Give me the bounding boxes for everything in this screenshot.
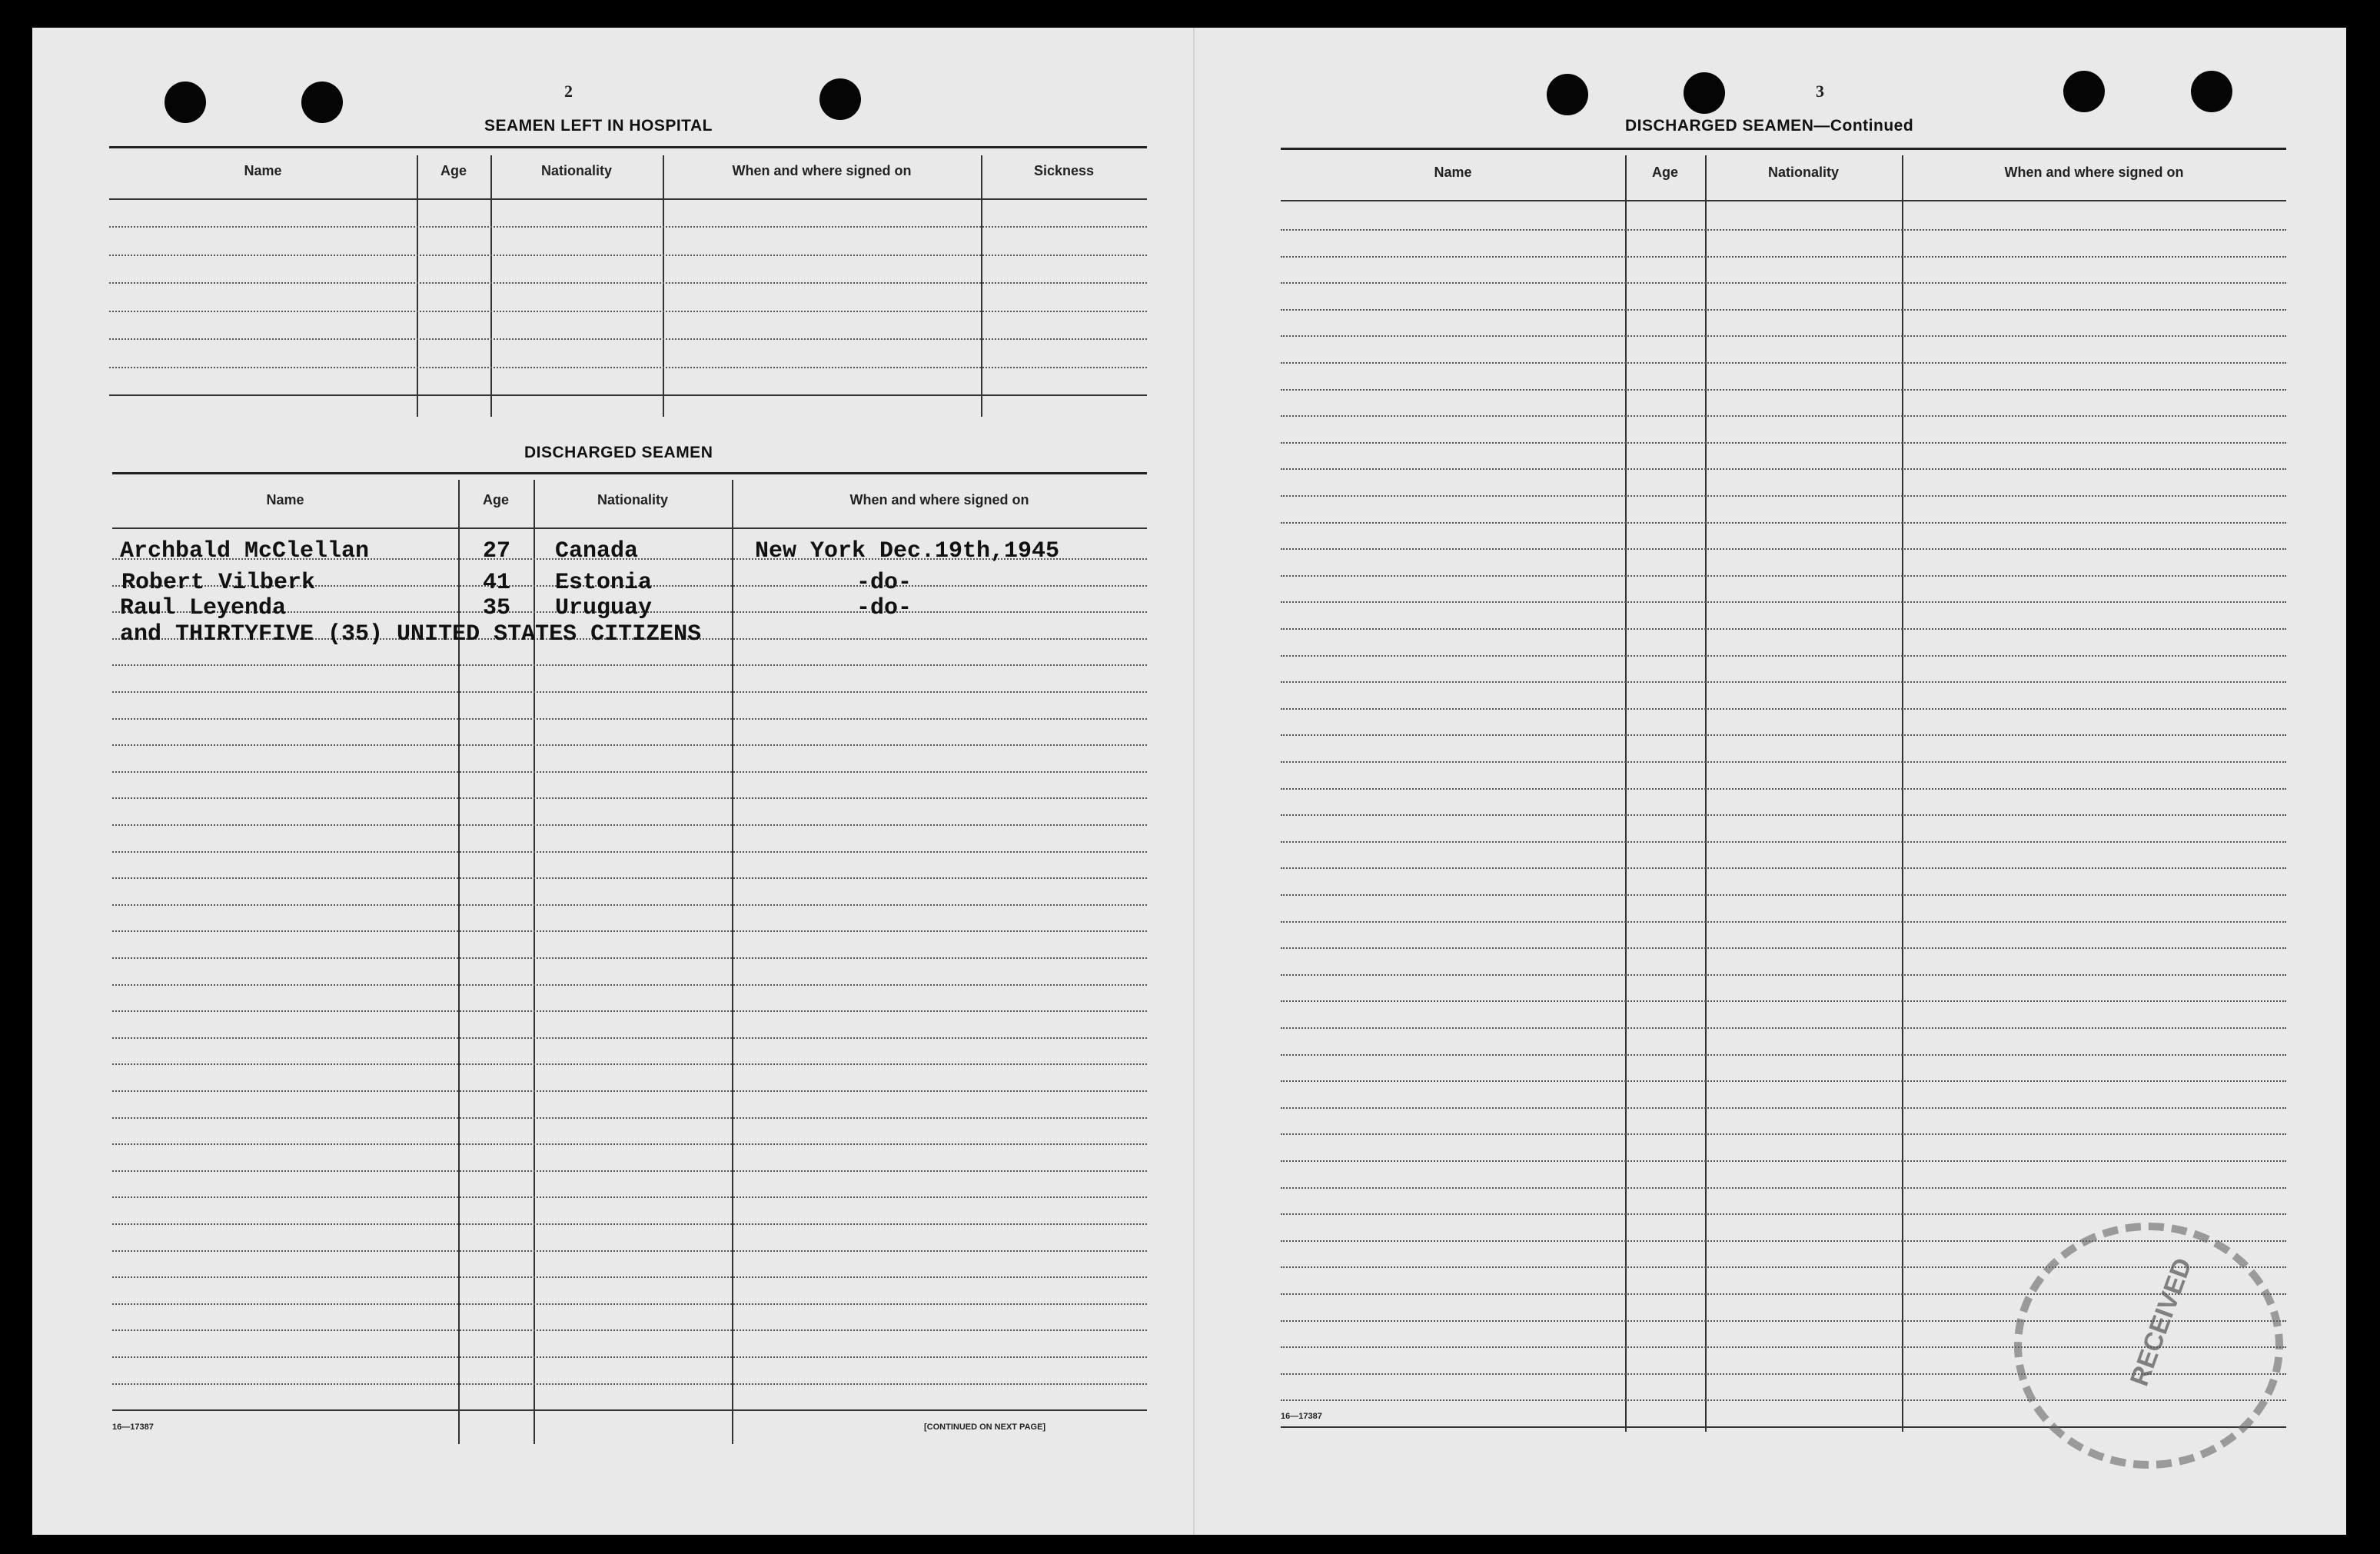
ruled-line [109,367,1147,368]
col-header-signed-on: When and where signed on [732,163,912,178]
seaman-age: 27 [483,538,511,564]
ruled-line [1281,761,2286,763]
col-header-name: Name [266,492,304,507]
ruled-line [112,957,1147,959]
ruled-line [1281,495,2286,497]
punch-hole [819,78,861,120]
column-divider [732,480,733,1444]
seaman-signed-on: -do- [856,595,912,621]
ruled-line [112,877,1147,879]
ruled-line [1281,628,2286,630]
punch-hole [1684,72,1725,114]
ruled-line [112,1223,1147,1225]
ruled-line [1281,442,2286,444]
col-header-age: Age [1651,165,1678,180]
discharged-continued-title [1625,117,1913,135]
column-divider [490,155,492,417]
ruled-line [112,824,1147,826]
col-header-age: Age [482,492,509,507]
ruled-line [1281,1213,2286,1215]
column-divider [417,155,418,417]
col-header-name: Name [244,163,282,178]
ruled-line [112,771,1147,773]
table-rule [112,472,1147,474]
ruled-line [112,930,1147,932]
ruled-line [112,1383,1147,1385]
seaman-age: 41 [483,570,511,596]
col-header-age: Age [440,163,467,178]
seaman-name: Robert Vilberk [121,570,316,596]
ruled-line [1281,362,2286,364]
citizens-note: and THIRTYFIVE (35) UNITED STATES CITIZENS [120,621,702,647]
col-header-nationality: Nationality [1767,165,1839,180]
ruled-line [1281,1054,2286,1056]
ruled-line [1281,788,2286,790]
punch-hole [2063,71,2105,112]
title-main: DISCHARGED SEAMEN— [1625,117,1830,135]
ruled-line [109,338,1147,340]
header-rule [112,527,1147,529]
ruled-line [1281,256,2286,258]
ruled-line [1281,708,2286,710]
ruled-line [1281,974,2286,976]
ruled-line [109,311,1147,312]
ruled-line [1281,814,2286,816]
ruled-line [112,1329,1147,1331]
ruled-line [1281,947,2286,949]
ruled-line [1281,522,2286,524]
ruled-line [1281,282,2286,284]
ruled-line [1281,1160,2286,1162]
ruled-line [112,1090,1147,1092]
seaman-nationality: Estonia [555,570,653,596]
ruled-line [1281,548,2286,550]
ruled-line [112,1063,1147,1065]
col-header-nationality: Nationality [597,492,668,507]
ruled-line [109,394,1147,396]
ruled-line [1281,681,2286,683]
page-number: 3 [1816,82,1824,101]
seaman-name: Archbald McClellan [120,538,370,564]
ruled-line [1281,1107,2286,1109]
ruled-line [1281,1133,2286,1135]
col-header-signed-on: When and where signed on [2004,165,2184,180]
ruled-line [109,282,1147,284]
stamp-text: RECEIVED [2124,1254,2199,1390]
seaman-name: Raul Leyenda [120,595,287,621]
ruled-line [1281,389,2286,391]
ruled-line [109,255,1147,256]
col-header-sickness: Sickness [1033,163,1095,178]
ruled-line [112,1356,1147,1358]
col-header-signed-on: When and where signed on [849,492,1029,507]
continued-note: [CONTINUED ON NEXT PAGE] [924,1423,1046,1432]
ruled-line [1281,468,2286,470]
ruled-line [112,691,1147,693]
punch-hole [301,82,343,123]
ruled-line [1281,1187,2286,1189]
seaman-signed-on: New York Dec.19th,1945 [755,538,1060,564]
left-page [32,28,1193,1535]
ruled-line [1281,415,2286,417]
ruled-line [1281,894,2286,896]
ruled-line [1281,1027,2286,1029]
ruled-line [1281,921,2286,923]
table-rule [109,146,1147,148]
column-divider [981,155,982,417]
ruled-line [112,664,1147,666]
ruled-line [112,1143,1147,1145]
seaman-nationality: Canada [555,538,639,564]
form-code: 16—17387 [1281,1412,1322,1421]
ruled-line [1281,601,2286,603]
discharged-section-title: DISCHARGED SEAMEN [524,444,713,461]
seaman-age: 35 [483,595,511,621]
seaman-signed-on: -do- [856,570,912,596]
ruled-line [112,1117,1147,1119]
ruled-line [1281,335,2286,337]
ruled-line [112,1196,1147,1198]
ruled-line [1281,734,2286,736]
ruled-line [109,226,1147,228]
ruled-line [112,1409,1147,1411]
seaman-nationality: Uruguay [555,595,653,621]
punch-hole [1547,74,1588,115]
ruled-line [1281,841,2286,843]
column-divider [663,155,664,417]
ruled-line [1281,1000,2286,1002]
ruled-line [1281,575,2286,577]
ruled-line [1281,1080,2286,1082]
punch-hole [165,82,206,123]
ruled-line [112,1010,1147,1012]
ruled-line [112,851,1147,853]
ruled-line [112,1037,1147,1039]
ruled-line [112,1276,1147,1278]
ruled-line [1281,309,2286,311]
title-suffix: Continued [1830,117,1914,135]
punch-hole [2191,71,2232,112]
ruled-line [112,744,1147,746]
ruled-line [112,1303,1147,1305]
ruled-line [1281,867,2286,869]
ruled-line [112,904,1147,906]
hospital-section-title: SEAMEN LEFT IN HOSPITAL [484,117,713,135]
ruled-line [1281,655,2286,657]
col-header-name: Name [1434,165,1472,180]
ruled-line [112,1170,1147,1172]
header-rule [109,198,1147,200]
ruled-line [112,1250,1147,1252]
form-code: 16—17387 [112,1423,154,1432]
col-header-nationality: Nationality [540,163,612,178]
document-scan [32,28,2346,1535]
ruled-line [112,718,1147,720]
page-number: 2 [564,82,573,101]
ruled-line [112,797,1147,799]
header-rule [1281,200,2286,201]
table-rule [1281,148,2286,150]
ruled-line [1281,229,2286,231]
ruled-line [112,984,1147,986]
